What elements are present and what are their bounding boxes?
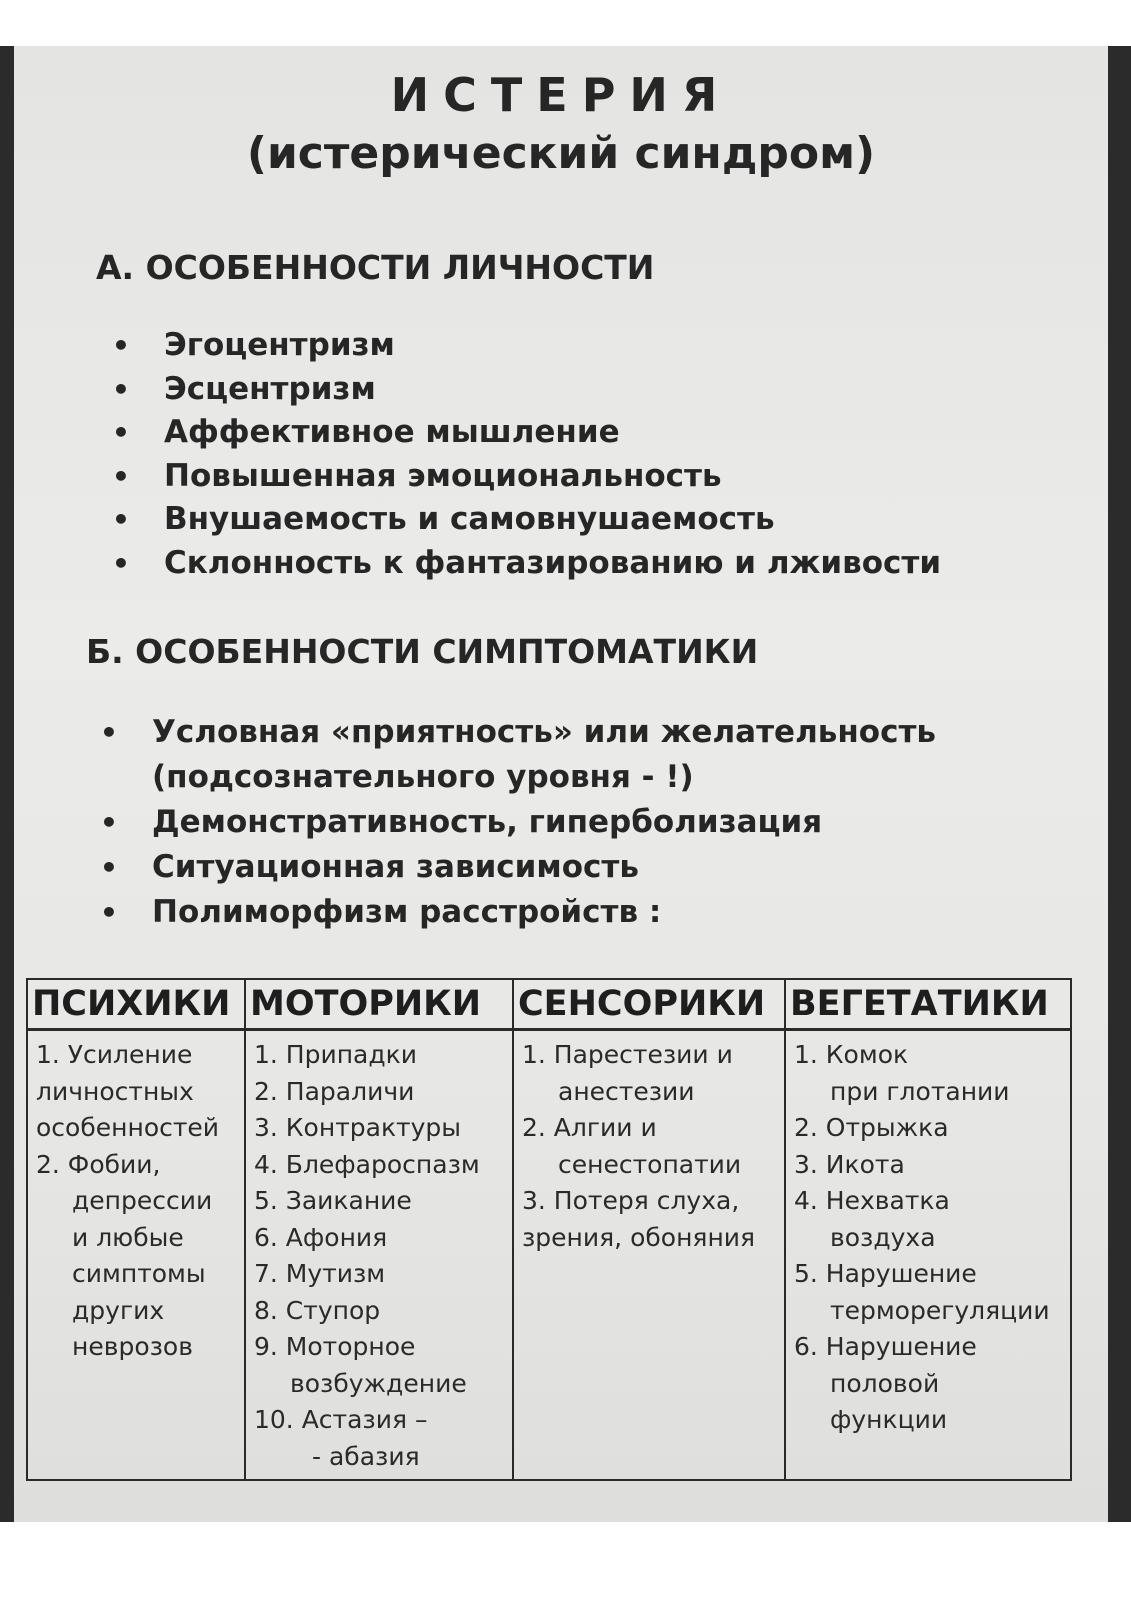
list-item-text: Эгоцентризм (164, 327, 395, 363)
section-a-heading: А. ОСОБЕННОСТИ ЛИЧНОСТИ (96, 248, 655, 287)
personality-features-list (112, 324, 942, 585)
bullet-icon: • (112, 459, 130, 493)
cell-line: воздуха (830, 1222, 936, 1252)
bullet-icon: • (112, 372, 130, 406)
cell-line: других (72, 1295, 165, 1325)
list-item-text: Демонстративность, гиперболизация (152, 804, 823, 840)
list-item (100, 710, 937, 800)
disorders-table (26, 978, 1072, 1481)
cell-line: 5. Нарушение (794, 1259, 977, 1288)
list-item (112, 542, 942, 586)
table-row (27, 1030, 1071, 1481)
bullet-icon: • (100, 896, 118, 929)
left-background (0, 46, 14, 1522)
bullet-icon: • (112, 416, 130, 449)
sensory-cell (513, 1030, 785, 1481)
cell-line: 3. Икота (794, 1149, 905, 1179)
cell-line: 4. Нехватка (794, 1186, 950, 1215)
list-item-text: Склонность к фантазированию и лживости (164, 544, 942, 581)
cell-line: 8. Ступор (254, 1295, 381, 1325)
motor-cell (245, 1030, 513, 1481)
bullet-icon: • (112, 546, 130, 580)
bullet-icon: • (112, 329, 130, 362)
list-item (112, 368, 941, 412)
cell-line: - абазия (312, 1441, 420, 1471)
top-margin (0, 0, 1131, 46)
vegetative-cell (785, 1030, 1071, 1481)
cell-line: 2. Алгии и (522, 1113, 657, 1142)
bullet-icon: • (112, 503, 130, 536)
cell-line: 7. Мутизм (254, 1259, 386, 1288)
list-item (100, 800, 936, 845)
cell-line: 6. Нарушение (794, 1332, 977, 1361)
list-item (100, 845, 936, 890)
list-item (112, 411, 941, 455)
cell-line: терморегуляции (830, 1295, 1050, 1325)
cell-line: зрения, обоняния (522, 1222, 756, 1252)
section-b-heading: Б. ОСОБЕННОСТИ СИМПТОМАТИКИ (86, 632, 759, 671)
cell-line: возбуждение (290, 1368, 467, 1398)
list-item-text: Повышенная эмоциональность (164, 457, 722, 494)
psychic-cell (27, 1030, 245, 1481)
list-item-text-continuation: (подсознательного уровня - !) (152, 759, 694, 795)
cell-line: неврозов (72, 1332, 193, 1361)
cell-line: 1. Усиление (36, 1040, 193, 1069)
cell-line: особенностей (36, 1113, 220, 1142)
list-item-text: Условная «приятность» или желательность (152, 714, 937, 750)
list-item-text: Эсцентризм (164, 370, 376, 407)
list-item (112, 498, 941, 542)
cell-line: половой (830, 1368, 940, 1398)
column-header-vegetative: ВЕГЕТАТИКИ (785, 979, 1071, 1030)
cell-line: и любые (72, 1222, 184, 1252)
cell-line: личностных (36, 1076, 194, 1106)
cell-line: 2. Отрыжка (794, 1113, 949, 1142)
cell-line: функции (830, 1405, 948, 1434)
list-item (100, 890, 936, 935)
page-subtitle: (истерический синдром) (246, 128, 876, 179)
cell-line: симптомы (72, 1259, 206, 1288)
right-background (1108, 46, 1131, 1522)
bullet-icon: • (100, 806, 118, 839)
cell-line: 5. Заикание (254, 1186, 412, 1215)
cell-line: 10. Астазия – (254, 1405, 428, 1434)
column-header-psychic: ПСИХИКИ (27, 979, 245, 1030)
column-header-sensory: СЕНСОРИКИ (513, 979, 785, 1030)
cell-line: 1. Парестезии и (522, 1040, 733, 1069)
page-title: ИСТЕРИЯ (390, 68, 732, 122)
list-item-text: Внушаемость и самовнушаемость (164, 501, 775, 537)
list-item-text: Полиморфизм расстройств : (152, 894, 662, 930)
cell-line: анестезии (558, 1076, 695, 1106)
cell-line: 2. Фобии, (36, 1149, 161, 1179)
cell-line: депрессии (72, 1186, 213, 1215)
bottom-margin (0, 1522, 1131, 1600)
cell-line: 4. Блефароспазм (254, 1149, 480, 1179)
bullet-icon: • (100, 851, 118, 884)
table-header-row (27, 979, 1071, 1030)
bullet-icon: • (100, 716, 118, 749)
list-item (112, 324, 941, 368)
cell-line: 3. Контрактуры (254, 1113, 462, 1142)
cell-line: 1. Комок (794, 1040, 909, 1069)
cell-line: 1. Припадки (254, 1040, 418, 1069)
symptom-features-list (100, 710, 937, 935)
cell-line: 2. Параличи (254, 1076, 415, 1106)
cell-line: 6. Афония (254, 1222, 388, 1252)
cell-line: 9. Моторное (254, 1332, 416, 1361)
cell-line: при глотании (830, 1076, 1010, 1106)
list-item-text: Аффективное мышление (164, 414, 620, 450)
list-item-text: Ситуационная зависимость (152, 849, 639, 885)
paper-sheet (14, 46, 1108, 1522)
list-item (112, 455, 941, 499)
column-header-motor: МОТОРИКИ (245, 979, 513, 1030)
cell-line: сенестопатии (558, 1149, 742, 1179)
cell-line: 3. Потеря слуха, (522, 1186, 740, 1215)
